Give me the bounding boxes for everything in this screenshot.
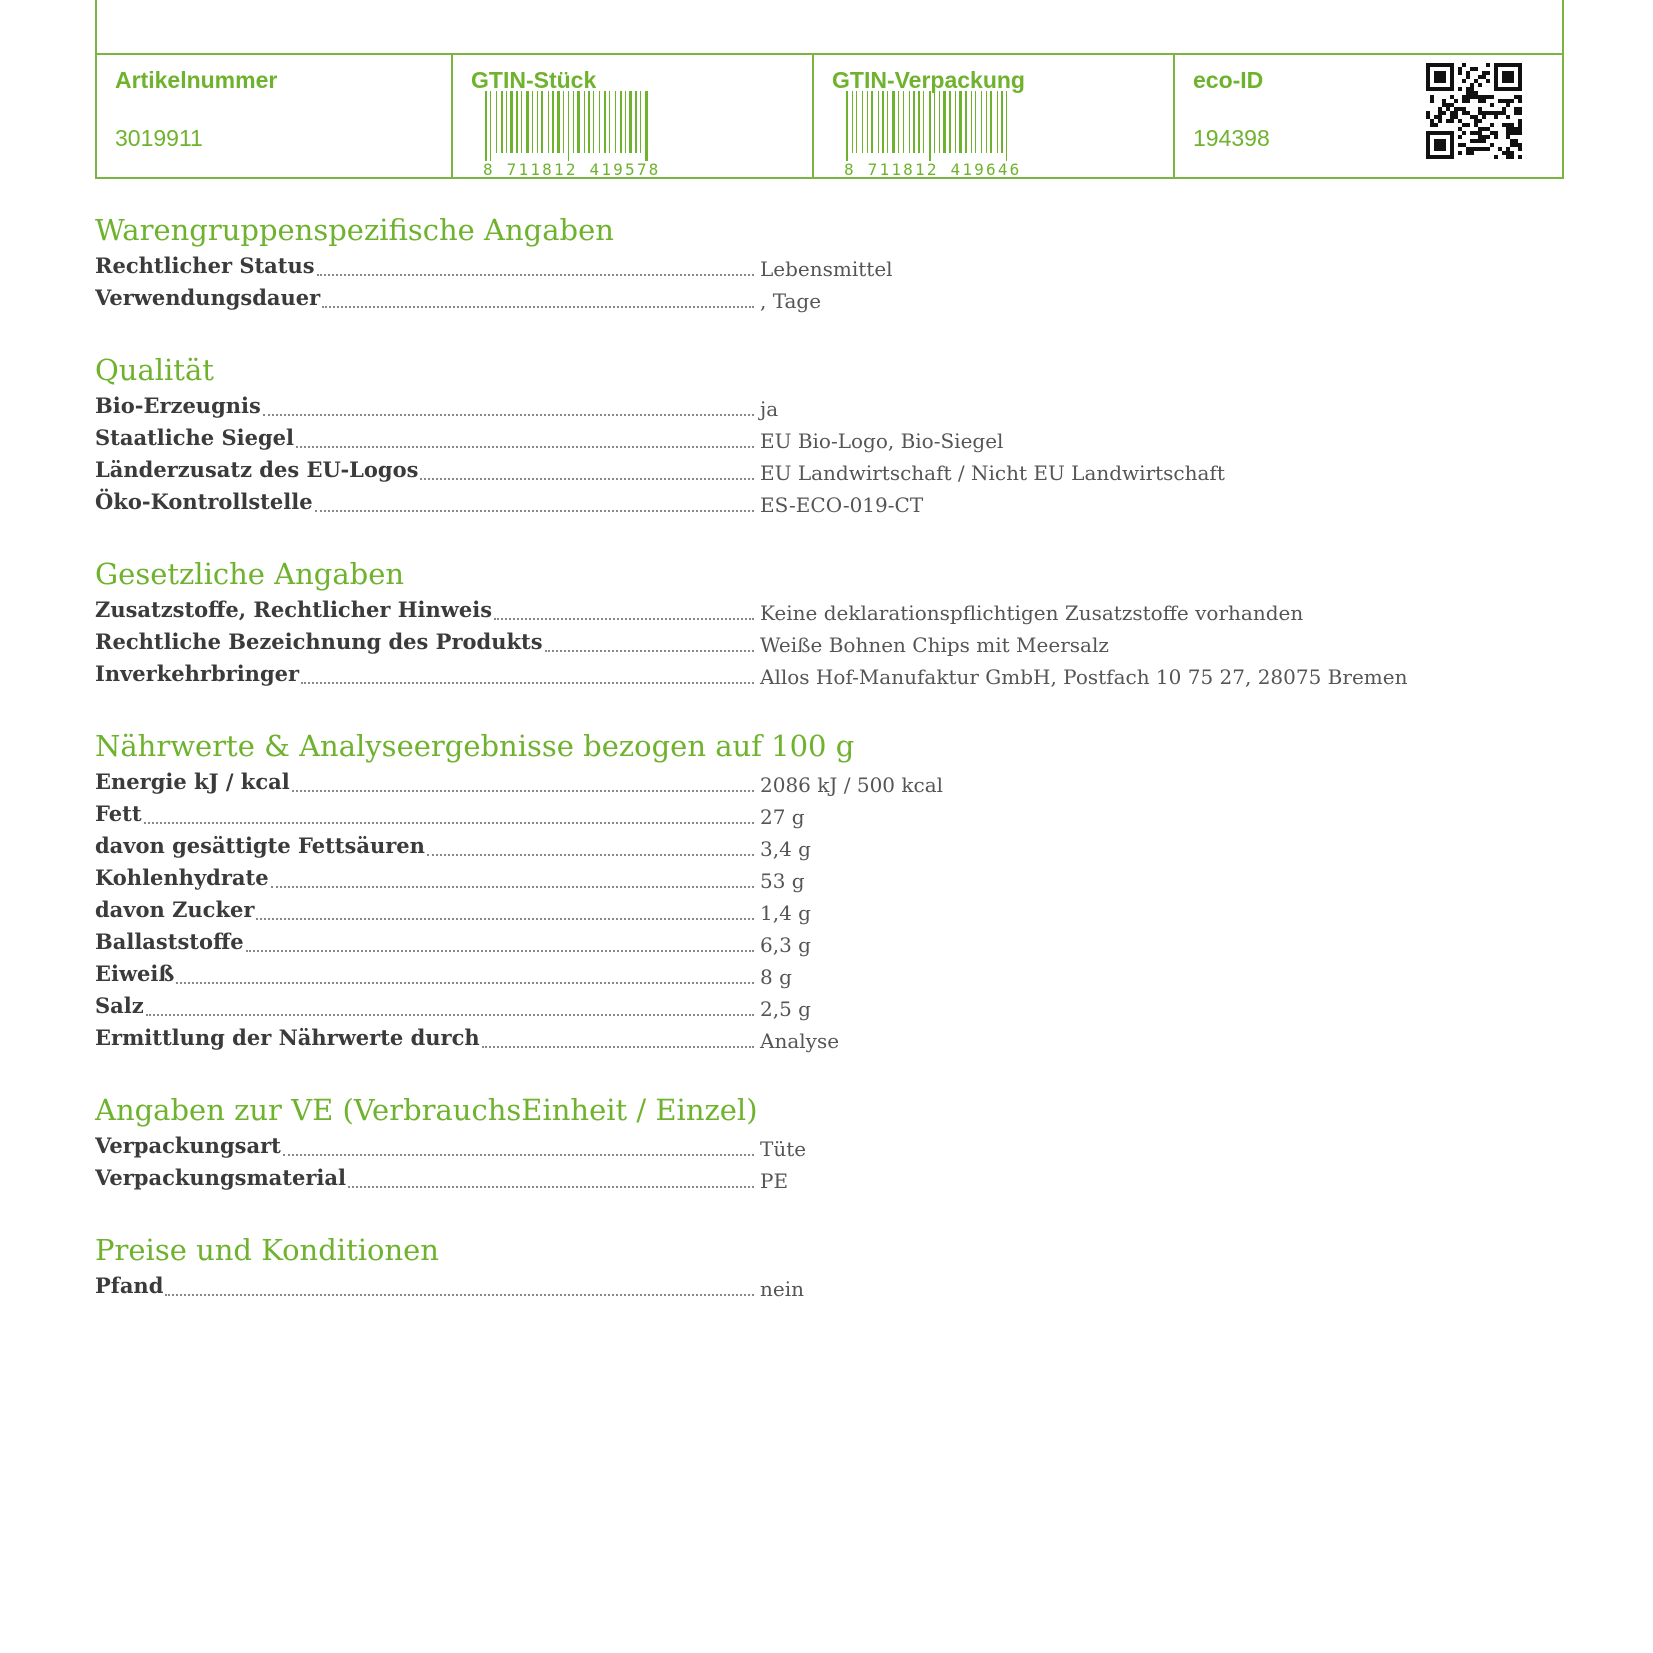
spec-label: davon Zucker — [95, 897, 255, 922]
product-id-box — [95, 53, 1564, 179]
spec-row-label-wrap — [95, 486, 760, 518]
spec-value: PE — [760, 1169, 789, 1193]
dot-leader — [545, 626, 754, 652]
gtin-stueck-cell — [451, 55, 812, 177]
section — [95, 554, 1555, 690]
spec-value: Allos Hof-Manufaktur GmbH, Postfach 10 75 27, 28075 Bremen — [760, 665, 1408, 689]
eco-id-label: eco-ID — [1193, 67, 1264, 93]
spec-row-label-wrap — [95, 830, 760, 862]
spec-row — [95, 990, 1555, 1022]
spec-value: Analyse — [760, 1029, 840, 1053]
spec-label: Staatliche Siegel — [95, 425, 294, 450]
spec-label: Inverkehrbringer — [95, 661, 300, 686]
spec-row-label-wrap — [95, 862, 760, 894]
spec-value: 1,4 g — [760, 901, 811, 925]
spec-value: Tüte — [760, 1137, 807, 1161]
spec-row-label-wrap — [95, 454, 760, 486]
barcode-icon — [483, 91, 661, 179]
spec-label: Energie kJ / kcal — [95, 769, 290, 794]
spec-label: Bio-Erzeugnis — [95, 393, 261, 418]
artikelnummer-cell — [97, 55, 451, 177]
spec-row — [95, 422, 1555, 454]
top-frame — [95, 0, 1564, 53]
spec-label: davon gesättigte Fettsäuren — [95, 833, 425, 858]
spec-label: Eiweiß — [95, 961, 175, 986]
spec-row — [95, 454, 1555, 486]
dot-leader — [296, 422, 754, 448]
spec-row — [95, 766, 1555, 798]
spec-label: Kohlenhydrate — [95, 865, 269, 890]
eco-id-value: 194398 — [1193, 125, 1270, 151]
dot-leader — [256, 894, 754, 920]
spec-row — [95, 798, 1555, 830]
spec-row — [95, 1022, 1555, 1054]
dot-leader — [322, 282, 754, 308]
spec-row-label-wrap — [95, 658, 760, 690]
spec-row — [95, 390, 1555, 422]
dot-leader — [271, 862, 754, 888]
spec-label: Pfand — [95, 1273, 164, 1298]
dot-leader — [482, 1022, 754, 1048]
section-title: Gesetzliche Angaben — [95, 557, 405, 591]
spec-value: EU Bio-Logo, Bio-Siegel — [760, 429, 1004, 453]
spec-row-label-wrap — [95, 990, 760, 1022]
spec-value: 2086 kJ / 500 kcal — [760, 773, 944, 797]
spec-row-label-wrap — [95, 1130, 760, 1162]
spec-value: nein — [760, 1277, 804, 1301]
spec-row-label-wrap — [95, 594, 760, 626]
dot-leader — [420, 454, 754, 480]
spec-value: 8 g — [760, 965, 792, 989]
dot-leader — [494, 594, 754, 620]
spec-label: Rechtliche Bezeichnung des Produkts — [95, 629, 543, 654]
dot-leader — [165, 1270, 754, 1296]
section — [95, 210, 1555, 314]
spec-label: Fett — [95, 801, 142, 826]
dot-leader — [292, 766, 754, 792]
spec-label: Verpackungsart — [95, 1133, 281, 1158]
dot-leader — [246, 926, 754, 952]
spec-row — [95, 282, 1555, 314]
dot-leader — [301, 658, 754, 684]
spec-value: 53 g — [760, 869, 805, 893]
spec-value: 3,4 g — [760, 837, 811, 861]
spec-label: Ballaststoffe — [95, 929, 244, 954]
artikelnummer-value: 3019911 — [115, 125, 203, 151]
spec-row-label-wrap — [95, 250, 760, 282]
section-title: Preise und Konditionen — [95, 1233, 439, 1267]
spec-row — [95, 1130, 1555, 1162]
spec-row — [95, 594, 1555, 626]
gtin-verpackung-label: GTIN-Verpackung — [832, 67, 1025, 93]
dot-leader — [144, 798, 754, 824]
eco-id-cell — [1173, 55, 1562, 177]
dot-leader — [317, 250, 754, 276]
spec-label: Länderzusatz des EU-Logos — [95, 457, 419, 482]
spec-row-label-wrap — [95, 390, 760, 422]
artikelnummer-label: Artikelnummer — [115, 67, 278, 93]
spec-row-label-wrap — [95, 1162, 760, 1194]
section-title: Angaben zur VE (VerbrauchsEinheit / Einzel) — [95, 1093, 758, 1127]
section-title: Warengruppenspezifische Angaben — [95, 213, 614, 247]
spec-label: Zusatzstoffe, Rechtlicher Hinweis — [95, 597, 493, 622]
spec-row — [95, 894, 1555, 926]
dot-leader — [348, 1162, 754, 1188]
dot-leader — [176, 958, 754, 984]
spec-value: 27 g — [760, 805, 805, 829]
spec-row — [95, 658, 1555, 690]
spec-label: Ermittlung der Nährwerte durch — [95, 1025, 480, 1050]
spec-row-label-wrap — [95, 894, 760, 926]
spec-row-label-wrap — [95, 1022, 760, 1054]
spec-row-label-wrap — [95, 626, 760, 658]
dot-leader — [427, 830, 754, 856]
spec-label: Verpackungsmaterial — [95, 1165, 346, 1190]
spec-value: Weiße Bohnen Chips mit Meersalz — [760, 633, 1109, 657]
spec-row — [95, 1162, 1555, 1194]
spec-row-label-wrap — [95, 958, 760, 990]
gtin-stueck-label: GTIN-Stück — [471, 67, 597, 93]
spec-row — [95, 862, 1555, 894]
spec-row-label-wrap — [95, 282, 760, 314]
spec-row — [95, 958, 1555, 990]
spec-value: Keine deklarationspflichtigen Zusatzstoffe vorhanden — [760, 601, 1304, 625]
section — [95, 350, 1555, 518]
spec-row — [95, 926, 1555, 958]
spec-label: Öko-Kontrollstelle — [95, 489, 313, 514]
spec-row-label-wrap — [95, 1270, 760, 1302]
dot-leader — [315, 486, 754, 512]
spec-value: Lebensmittel — [760, 257, 893, 281]
spec-row-label-wrap — [95, 422, 760, 454]
spec-row — [95, 250, 1555, 282]
section — [95, 1090, 1555, 1194]
dot-leader — [263, 390, 754, 416]
dot-leader — [146, 990, 754, 1016]
spec-value: ES-ECO-019-CT — [760, 493, 924, 517]
spec-value: EU Landwirtschaft / Nicht EU Landwirtschaft — [760, 461, 1225, 485]
gtin-verpackung-barcode-bars — [844, 91, 1014, 161]
qr-code-icon — [1426, 63, 1522, 159]
gtin-stueck-digits: 8 711812 419578 — [483, 160, 661, 179]
dot-leader — [283, 1130, 754, 1156]
spec-row-label-wrap — [95, 798, 760, 830]
section — [95, 726, 1555, 1054]
spec-value: ja — [760, 397, 779, 421]
spec-row — [95, 486, 1555, 518]
spec-value: 2,5 g — [760, 997, 811, 1021]
gtin-verpackung-cell — [812, 55, 1173, 177]
spec-row — [95, 1270, 1555, 1302]
gtin-stueck-barcode-bars — [483, 91, 653, 161]
spec-row-label-wrap — [95, 766, 760, 798]
spec-sheet-content — [95, 210, 1555, 1338]
spec-label: Verwendungsdauer — [95, 285, 321, 310]
gtin-verpackung-digits: 8 711812 419646 — [844, 160, 1022, 179]
section-title: Qualität — [95, 353, 214, 387]
section — [95, 1230, 1555, 1302]
spec-label: Rechtlicher Status — [95, 253, 315, 278]
spec-row — [95, 830, 1555, 862]
spec-row-label-wrap — [95, 926, 760, 958]
barcode-icon — [844, 91, 1022, 179]
section-title: Nährwerte & Analyseergebnisse bezogen auf 100 g — [95, 729, 855, 763]
spec-value: , Tage — [760, 289, 822, 313]
spec-value: 6,3 g — [760, 933, 811, 957]
spec-row — [95, 626, 1555, 658]
spec-label: Salz — [95, 993, 144, 1018]
